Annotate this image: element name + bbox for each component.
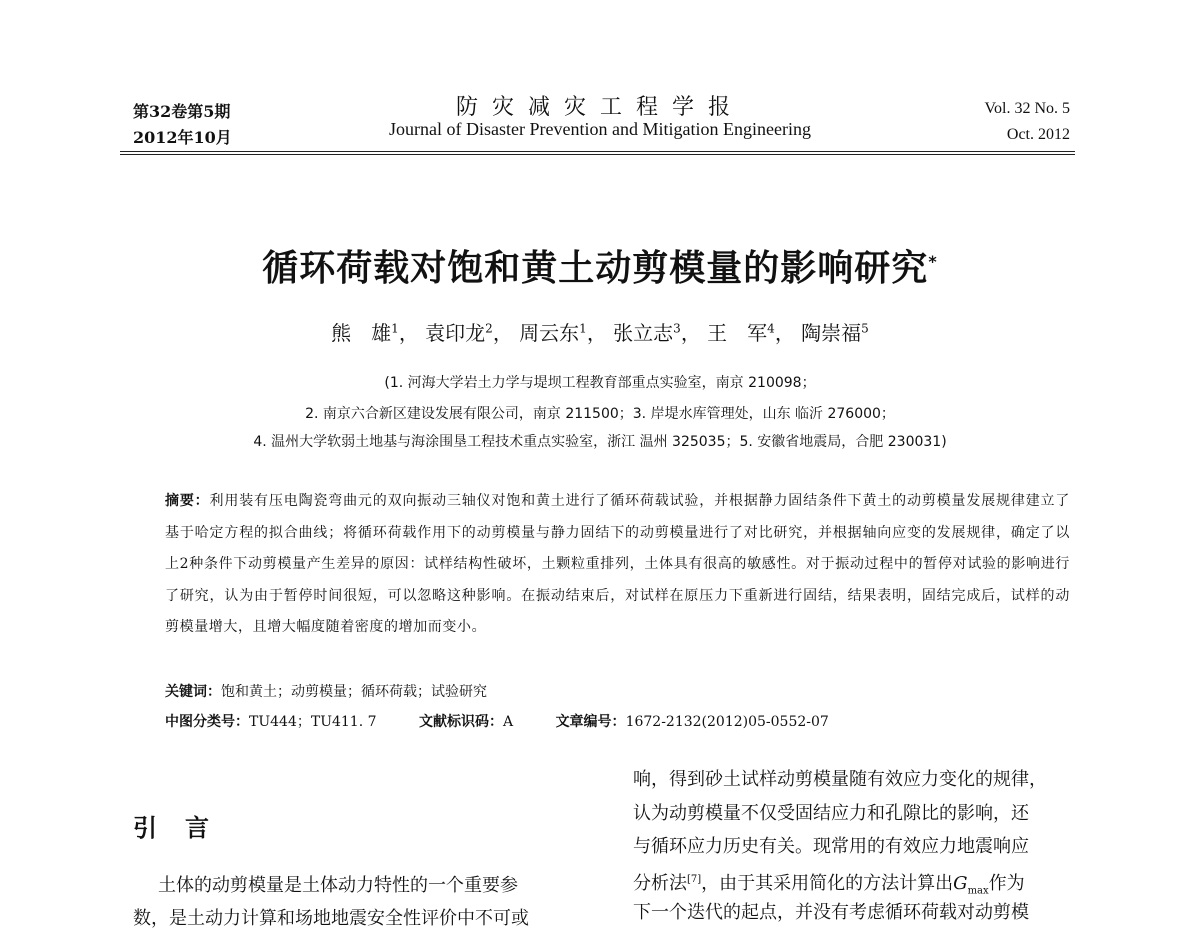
right-column-line: 与循环应力历史有关。现常用的有效应力地震响应	[633, 836, 1029, 857]
intro-paragraph-line: 数，是土动力计算和场地地震安全性评价中不可或	[133, 908, 529, 929]
header-rule	[120, 151, 1075, 152]
classification-line	[165, 711, 829, 731]
affiliation-line: (1. 河海大学岩土力学与堤坝工程教育部重点实验室，南京 210098；	[384, 375, 816, 391]
title-footnote-mark: *	[928, 252, 938, 271]
date-en: Oct. 2012	[1006, 126, 1070, 143]
author: 王 军	[707, 321, 768, 345]
clc-value: TU444；TU411. 7	[249, 714, 377, 730]
abstract-label: 摘要：	[165, 493, 210, 509]
keywords-label: 关键词：	[165, 684, 221, 700]
author-affil-mark: 1	[579, 321, 587, 336]
symbol-subscript: max	[967, 885, 989, 897]
author-affil-mark: 2	[485, 321, 493, 336]
text-run: 分析法	[633, 873, 687, 894]
article-number-label: 文章编号：	[555, 714, 626, 730]
doc-code-value: A	[502, 714, 514, 730]
clc-label: 中图分类号：	[165, 714, 249, 730]
author-affil-mark: 1	[391, 321, 399, 336]
affiliation-line: 4. 温州大学软弱土地基与海涂围垦工程技术重点实验室，浙江 温州 325035；5. 安徽省地震局，合肥 230031)	[253, 434, 947, 450]
article-number-value: 1672-2132(2012)05-0552-07	[625, 714, 829, 730]
text-run: ，由于其采用简化的方法计算出	[701, 873, 954, 894]
citation-ref: [7]	[687, 874, 702, 885]
doc-code-label: 文献标识码：	[418, 714, 503, 730]
author: 陶崇福	[801, 321, 862, 345]
right-column-line: 下一个迭代的起点，并没有考虑循环荷载对动剪模	[633, 902, 1029, 923]
author-list: 熊 雄$^1$， 袁印龙$^2$， 周云东$^1$， 张立志$^3$， 王 军$^4$， 陶崇福$^5$	[331, 321, 869, 345]
volume-issue-cn: 第32卷第5期	[133, 102, 231, 121]
keywords	[165, 681, 487, 701]
paper-title	[0, 240, 1200, 291]
right-column-line: 响，得到砂土试样动剪模量随有效应力变化的规律，	[633, 769, 1047, 790]
journal-issue-en	[985, 96, 1071, 148]
header-rule-2	[120, 154, 1075, 155]
right-column-line: 认为动剪模量不仅受固结应力和孔隙比的影响，还	[633, 803, 1029, 824]
affiliation-line: 2. 南京六合新区建设发展有限公司，南京 211500；3. 岸堤水库管理处，山东 临沂 276000；	[305, 406, 895, 422]
journal-title-cn: 防灾减灾工程学报	[455, 95, 744, 120]
symbol-g: G	[953, 873, 968, 894]
author: 袁印龙	[425, 321, 486, 345]
abstract-text: 利用装有压电陶瓷弯曲元的双向振动三轴仪对饱和黄土进行了循环荷载试验，并根据静力固结条件下黄土的动剪模量发展规律建立了基于哈定方程的拟合曲线；将循环荷载作用下的动剪模量与静力固结下的动剪模量进行了对比研究，并根据轴向应变的发展规律，确定了以上2种条件下动剪模量产生差异的原因：试样结构性破坏，土颗粒重排列，土体具有很高的敏感性。对于振动过程中的暂停对试验的影响进行了研究，认为由于暂停时间很短，可以忽略这种影响。在振动结束后，对试样在原压力下重新进行固结，结果表明，固结完成后，试样的动剪模量增大，且增大幅度随着密度的增加而变小。	[165, 493, 1070, 635]
abstract	[165, 486, 1070, 644]
keywords-text: 饱和黄土；动剪模量；循环荷载；试验研究	[221, 684, 487, 700]
intro-paragraph-line: 土体的动剪模量是土体动力特性的一个重要参	[158, 875, 518, 896]
author: 熊 雄	[331, 321, 392, 345]
date-cn: 2012年10月	[133, 128, 232, 147]
paper-title-text: 循环荷载对饱和黄土动剪模量的影响研究	[262, 248, 929, 289]
author-affil-mark: 4	[767, 321, 775, 336]
journal-title-en: Journal of Disaster Prevention and Mitigation Engineering	[389, 119, 811, 139]
author-affil-mark: 5	[861, 321, 869, 336]
volume-issue-en: Vol. 32 No. 5	[984, 100, 1070, 117]
author-affil-mark: 3	[673, 321, 681, 336]
author: 周云东	[519, 321, 580, 345]
author: 张立志	[613, 321, 674, 345]
text-run: 作为	[988, 873, 1025, 894]
section-heading: 引言	[133, 814, 237, 842]
